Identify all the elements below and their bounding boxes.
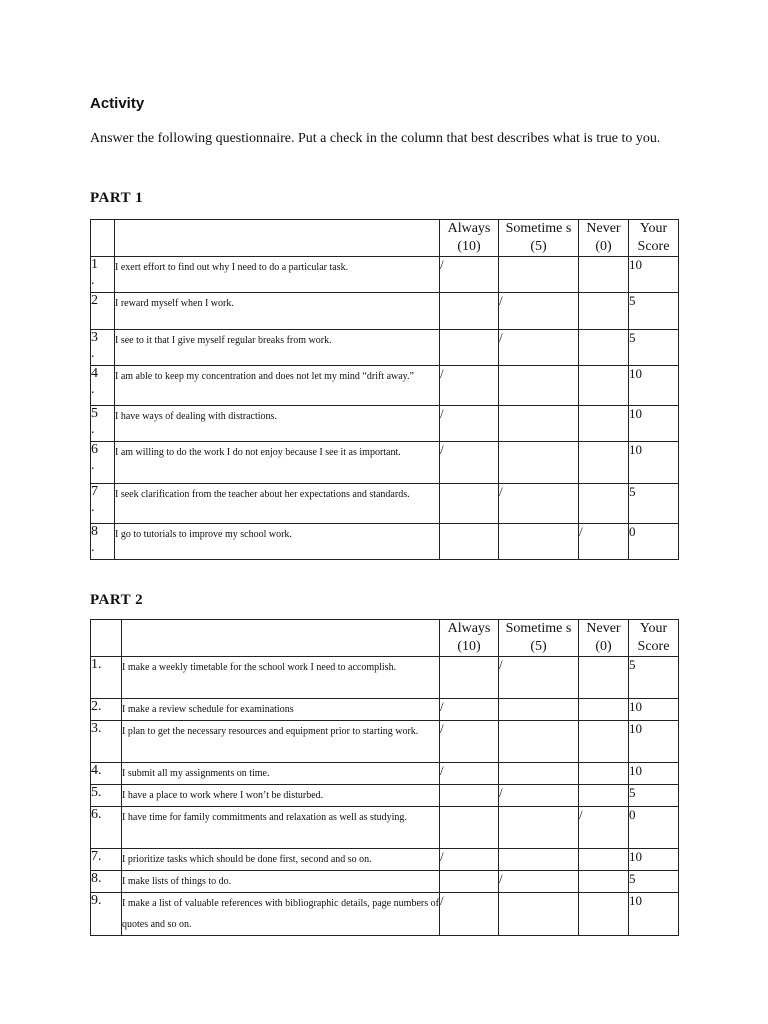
table-row	[91, 807, 679, 849]
never-check-cell	[579, 849, 629, 871]
table-row	[91, 721, 679, 763]
score-column-header: Your Score	[629, 220, 679, 257]
always-check-cell: /	[440, 406, 499, 442]
item-number: 1.	[91, 657, 122, 699]
sometimes-check-cell: /	[499, 293, 579, 330]
never-check-cell	[579, 484, 629, 524]
item-number: 4 .	[91, 366, 115, 406]
table-row	[91, 849, 679, 871]
sometimes-check-cell	[499, 807, 579, 849]
sometimes-column-header: Sometime s (5)	[499, 620, 579, 657]
statement-text: I have time for family commitments and relaxation as well as studying.	[122, 807, 440, 849]
item-number: 2.	[91, 699, 122, 721]
sometimes-check-cell	[499, 893, 579, 936]
statement-text: I reward myself when I work.	[115, 293, 440, 330]
statement-text: I am able to keep my concentration and does not let my mind “drift away.”	[115, 366, 440, 406]
never-check-cell	[579, 893, 629, 936]
always-check-cell	[440, 484, 499, 524]
never-check-cell	[579, 721, 629, 763]
score-cell: 0	[629, 807, 679, 849]
table-row	[91, 366, 679, 406]
sometimes-check-cell	[499, 699, 579, 721]
statement-text: I make lists of things to do.	[122, 871, 440, 893]
never-check-cell: /	[579, 807, 629, 849]
item-number: 9.	[91, 893, 122, 936]
always-check-cell: /	[440, 366, 499, 406]
score-cell: 10	[629, 366, 679, 406]
part-2-title: PART 2	[90, 592, 144, 608]
table-row	[91, 699, 679, 721]
table-row	[91, 406, 679, 442]
table-row	[91, 524, 679, 560]
never-check-cell	[579, 763, 629, 785]
part-1-rows	[91, 257, 679, 560]
table-row	[91, 330, 679, 366]
instructions-text: Answer the following questionnaire. Put a check in the column that best describes what is true to you.	[90, 131, 661, 146]
always-column-header: Always (10)	[440, 620, 499, 657]
never-check-cell	[579, 699, 629, 721]
statement-text: I go to tutorials to improve my school work.	[115, 524, 440, 560]
score-cell: 10	[629, 849, 679, 871]
table-row	[91, 871, 679, 893]
sometimes-check-cell: /	[499, 484, 579, 524]
statement-column-header	[122, 620, 440, 657]
statement-text: I plan to get the necessary resources and equipment prior to starting work.	[122, 721, 440, 763]
table-row	[91, 293, 679, 330]
always-check-cell: /	[440, 893, 499, 936]
score-cell: 10	[629, 257, 679, 293]
table-header-row	[91, 620, 679, 657]
score-cell: 5	[629, 657, 679, 699]
never-column-header: Never (0)	[579, 220, 629, 257]
part-2-questionnaire-table	[90, 619, 679, 936]
table-row	[91, 763, 679, 785]
always-column-header: Always (10)	[440, 220, 499, 257]
statement-text: I make a review schedule for examinations	[122, 699, 440, 721]
score-cell: 5	[629, 293, 679, 330]
sometimes-check-cell	[499, 442, 579, 484]
item-number: 6 .	[91, 442, 115, 484]
always-check-cell	[440, 657, 499, 699]
sometimes-check-cell	[499, 366, 579, 406]
item-number: 3 .	[91, 330, 115, 366]
sometimes-check-cell	[499, 406, 579, 442]
never-column-header: Never (0)	[579, 620, 629, 657]
item-number: 4.	[91, 763, 122, 785]
table-row	[91, 657, 679, 699]
never-check-cell: /	[579, 524, 629, 560]
sometimes-check-cell	[499, 257, 579, 293]
item-number: 1 .	[91, 257, 115, 293]
sometimes-check-cell	[499, 763, 579, 785]
never-check-cell	[579, 657, 629, 699]
always-check-cell: /	[440, 849, 499, 871]
item-number: 8.	[91, 871, 122, 893]
statement-column-header	[115, 220, 440, 257]
always-check-cell	[440, 293, 499, 330]
item-number: 7.	[91, 849, 122, 871]
always-check-cell	[440, 524, 499, 560]
item-number: 5 .	[91, 406, 115, 442]
statement-text: I seek clarification from the teacher about her expectations and standards.	[115, 484, 440, 524]
never-check-cell	[579, 442, 629, 484]
item-number: 6.	[91, 807, 122, 849]
score-cell: 10	[629, 763, 679, 785]
statement-text: I submit all my assignments on time.	[122, 763, 440, 785]
always-check-cell	[440, 330, 499, 366]
sometimes-column-header: Sometime s (5)	[499, 220, 579, 257]
table-header-row	[91, 220, 679, 257]
statement-text: I make a weekly timetable for the school work I need to accomplish.	[122, 657, 440, 699]
always-check-cell	[440, 807, 499, 849]
never-check-cell	[579, 785, 629, 807]
always-check-cell: /	[440, 442, 499, 484]
table-row	[91, 893, 679, 936]
never-check-cell	[579, 871, 629, 893]
score-cell: 10	[629, 442, 679, 484]
always-check-cell	[440, 785, 499, 807]
score-cell: 5	[629, 871, 679, 893]
sometimes-check-cell	[499, 524, 579, 560]
score-cell: 10	[629, 699, 679, 721]
statement-text: I see to it that I give myself regular breaks from work.	[115, 330, 440, 366]
table-row	[91, 442, 679, 484]
never-check-cell	[579, 257, 629, 293]
statement-text: I prioritize tasks which should be done first, second and so on.	[122, 849, 440, 871]
statement-text: I have ways of dealing with distractions.	[115, 406, 440, 442]
score-cell: 5	[629, 330, 679, 366]
statement-text: I am willing to do the work I do not enjoy because I see it as important.	[115, 442, 440, 484]
number-column-header	[91, 220, 115, 257]
sometimes-check-cell: /	[499, 330, 579, 366]
always-check-cell: /	[440, 763, 499, 785]
score-cell: 5	[629, 484, 679, 524]
item-number: 3.	[91, 721, 122, 763]
statement-text: I make a list of valuable references with bibliographic details, page numbers of quotes and so on.	[122, 893, 440, 936]
part-2-rows	[91, 657, 679, 936]
score-cell: 0	[629, 524, 679, 560]
table-row	[91, 785, 679, 807]
score-cell: 10	[629, 721, 679, 763]
number-column-header	[91, 620, 122, 657]
part-1-questionnaire-table	[90, 219, 679, 560]
sometimes-check-cell	[499, 721, 579, 763]
item-number: 2	[91, 293, 115, 330]
sometimes-check-cell	[499, 849, 579, 871]
part-1-title: PART 1	[90, 190, 144, 206]
sometimes-check-cell: /	[499, 657, 579, 699]
always-check-cell	[440, 871, 499, 893]
always-check-cell: /	[440, 257, 499, 293]
sometimes-check-cell: /	[499, 785, 579, 807]
item-number: 5.	[91, 785, 122, 807]
score-cell: 10	[629, 893, 679, 936]
table-row	[91, 484, 679, 524]
table-row	[91, 257, 679, 293]
always-check-cell: /	[440, 699, 499, 721]
item-number: 8 .	[91, 524, 115, 560]
sometimes-check-cell: /	[499, 871, 579, 893]
activity-heading: Activity	[90, 95, 145, 112]
statement-text: I exert effort to find out why I need to do a particular task.	[115, 257, 440, 293]
always-check-cell: /	[440, 721, 499, 763]
statement-text: I have a place to work where I won’t be disturbed.	[122, 785, 440, 807]
never-check-cell	[579, 366, 629, 406]
score-cell: 10	[629, 406, 679, 442]
never-check-cell	[579, 330, 629, 366]
score-cell: 5	[629, 785, 679, 807]
score-column-header: Your Score	[629, 620, 679, 657]
item-number: 7 .	[91, 484, 115, 524]
never-check-cell	[579, 406, 629, 442]
never-check-cell	[579, 293, 629, 330]
